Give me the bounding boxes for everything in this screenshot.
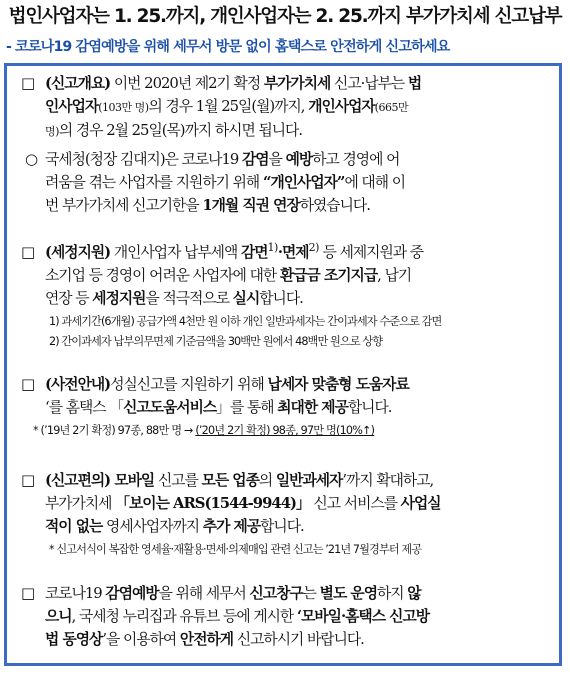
text-run: 부가가치세	[45, 495, 116, 512]
footnote-2: 2) 간이과세자 납부의무면제 기준금액을 30백만 원에서 48백만 원으로 상향	[49, 334, 383, 348]
text-run: 신고를	[154, 472, 202, 489]
text-run: 려움을 겪는 사업자를 지원하기 위해	[45, 174, 263, 191]
emphasis-run: 일반과세자	[275, 472, 343, 489]
section-tax-support	[21, 236, 551, 352]
text-run: ’을 이용하여	[102, 631, 180, 648]
text-run: 국세청(청장 김대지)은 코로나19	[45, 151, 243, 168]
section-tax-support-line-1	[21, 236, 551, 264]
emphasis-run: 납세자 맞춤형 도움자료	[267, 376, 409, 393]
emphasis-run: 으니	[45, 608, 72, 625]
section-heading: (신고편의)	[45, 472, 111, 489]
section-covid-notice-line-3	[21, 628, 551, 651]
underlined-run: (’20년 2기 확정) 98종, 97만 명(10%↑)	[195, 424, 375, 437]
text-run: 합니다.	[260, 518, 304, 535]
text-run: 하였습니다.	[299, 197, 370, 214]
emphasis-run: 예방	[285, 151, 313, 168]
text-run: 소기업 등 경영이 어려운 사업자에 대한	[45, 266, 280, 284]
text-run: 합니다.	[259, 289, 303, 307]
emphasis-run: 면제	[282, 243, 309, 261]
text-run: 하지	[377, 585, 408, 602]
text-run: 연장 등	[45, 289, 93, 307]
square-bullet-icon: □	[21, 471, 35, 489]
text-run: 신고하시기 바랍니다.	[233, 631, 364, 648]
emphasis-run: 최대한 제공	[277, 399, 348, 416]
emphasis-run: “개인사업자”	[262, 174, 345, 191]
text-run: 신고·납부는	[330, 75, 408, 92]
emphasis-run: 사업실	[400, 495, 441, 512]
section-extension	[21, 148, 551, 217]
small-run: (103만 명)	[98, 101, 149, 114]
section-tax-support-line-2	[21, 264, 551, 287]
document-header	[0, 0, 570, 60]
small-run: 명)	[45, 125, 59, 138]
emphasis-run: 실시	[232, 289, 260, 307]
section-tax-support-line-3	[21, 287, 551, 310]
section-heading: (신고개요)	[45, 75, 111, 92]
emphasis-run: 세정지원	[92, 289, 146, 307]
section-covid-notice	[21, 582, 551, 651]
section-heading: (세정지원)	[45, 243, 111, 261]
section-covid-notice-line-1	[21, 582, 551, 605]
section-overview	[21, 72, 551, 143]
text-run: 하고 경영에 어	[312, 151, 400, 168]
section-overview-line-1	[21, 72, 551, 95]
text-run: , 국세청 누리집과 유튜브 등에 게시한	[71, 608, 297, 625]
text-run: 신고 서비스를	[309, 495, 401, 512]
text-run: 의 경우 1월 25일(월)까지,	[148, 98, 309, 115]
text-run: 개인사업자 납부세액	[110, 243, 241, 261]
emphasis-run: 「보이는 ARS(1544-9944)」	[115, 495, 310, 512]
emphasis-run: 1개월 직권 연장	[202, 197, 300, 214]
text-run: 을 적극적으로	[145, 289, 233, 307]
text-run: 등 세제지원과 중	[318, 243, 424, 261]
emphasis-run: 모든 업종	[201, 472, 259, 489]
text-run: 의	[258, 472, 276, 489]
section-convenience	[21, 469, 551, 560]
emphasis-run: 신고도움서비스	[123, 399, 217, 416]
text-run: 에 대해 이	[344, 174, 406, 191]
section-heading: (사전안내)	[45, 376, 111, 393]
section-convenience-line-2	[21, 492, 551, 515]
text-run: 의 경우 2월 25일(목)까지 하시면 됩니다.	[58, 122, 303, 139]
page-title: 법인사업자는 1. 25.까지, 개인사업자는 2. 25.까지 부가가치세 신고납부	[8, 6, 562, 27]
emphasis-run: 안전하게	[179, 631, 234, 648]
text-run: * (’19년 2기 확정) 97종, 88만 명 →	[33, 424, 196, 437]
emphasis-run: 신고창구	[249, 585, 303, 602]
emphasis-run: 감면	[240, 243, 268, 261]
square-bullet-icon: □	[21, 242, 35, 261]
emphasis-run: 법 동영상	[45, 631, 103, 648]
section-covid-notice-line-2	[21, 605, 551, 628]
emphasis-run: 별도 운영	[319, 585, 377, 602]
small-run: (665만	[374, 101, 409, 114]
text-run: 합니다.	[347, 399, 392, 416]
text-run: ‘를 홈택스 「	[45, 399, 124, 416]
page-subtitle: - 코로나19 감염예방을 위해 세무서 방문 없이 홈택스로 안전하게 신고하세요	[6, 39, 450, 55]
text-run: 코로나19	[45, 585, 106, 602]
text-run: 」를 통해	[216, 399, 278, 416]
emphasis-run: 개인사업자	[308, 98, 375, 115]
section-convenience-line-1	[21, 469, 551, 492]
footnote-mark: 2)	[308, 241, 319, 254]
emphasis-run: 법	[407, 75, 422, 92]
content-box	[4, 63, 562, 666]
footnote-mark: 1)	[267, 241, 278, 254]
emphasis-run: 부가가치세	[263, 75, 331, 92]
section-overview-line-3	[21, 119, 551, 143]
section-advance-notice-line-1	[21, 373, 551, 396]
emphasis-run: 인사업자	[45, 98, 99, 115]
emphasis-run: 감염	[242, 151, 269, 168]
text-run: 성실신고를 지원하기 위해	[110, 376, 268, 393]
section-extension-line-3	[21, 194, 551, 217]
emphasis-run: ‘모바일·홈택스 신고방	[296, 608, 430, 625]
text-run: , 납기	[377, 266, 412, 284]
square-bullet-icon: □	[21, 584, 35, 602]
text-run: 영세사업자까지	[102, 518, 203, 535]
emphasis-run: 않	[407, 585, 421, 602]
square-bullet-icon: □	[21, 375, 35, 393]
footnote-forms: * 신고서식이 복잡한 영세율·재활용·면세·의제매입 관련 신고는 ’21년 7월경부터 제공	[49, 543, 422, 556]
section-extension-line-1	[21, 148, 551, 171]
text-run: 을	[268, 151, 286, 168]
section-overview-line-2	[21, 95, 551, 119]
text-run: ’까지 확대하고,	[342, 472, 434, 489]
emphasis-run: 감염예방	[105, 585, 159, 602]
text-run: 이번 2020년 제2기 확정	[110, 75, 264, 92]
emphasis-run: 환급금 조기지급	[279, 266, 378, 284]
text-run: 을 위해 세무서	[158, 585, 250, 602]
footnote-1: 1) 과세기간(6개월) 공급가액 4천만 원 이하 개인 일반과세자는 간이과세자 수준으로 감면	[49, 314, 442, 328]
section-extension-line-2	[21, 171, 551, 194]
square-bullet-icon: □	[21, 74, 35, 92]
footnote-stats	[21, 421, 551, 441]
section-advance-notice	[21, 373, 551, 441]
emphasis-run: 추가 제공	[202, 518, 261, 535]
emphasis-run: ·	[277, 243, 282, 261]
emphasis-run: 모바일	[110, 472, 155, 489]
circle-bullet-icon: ○	[25, 150, 38, 168]
text-run: 는	[302, 585, 320, 602]
text-run: 번 부가가치세 신고기한을	[45, 197, 203, 214]
section-advance-notice-line-2	[21, 396, 551, 419]
section-convenience-line-3	[21, 515, 551, 538]
emphasis-run: 적이 없는	[45, 518, 103, 535]
